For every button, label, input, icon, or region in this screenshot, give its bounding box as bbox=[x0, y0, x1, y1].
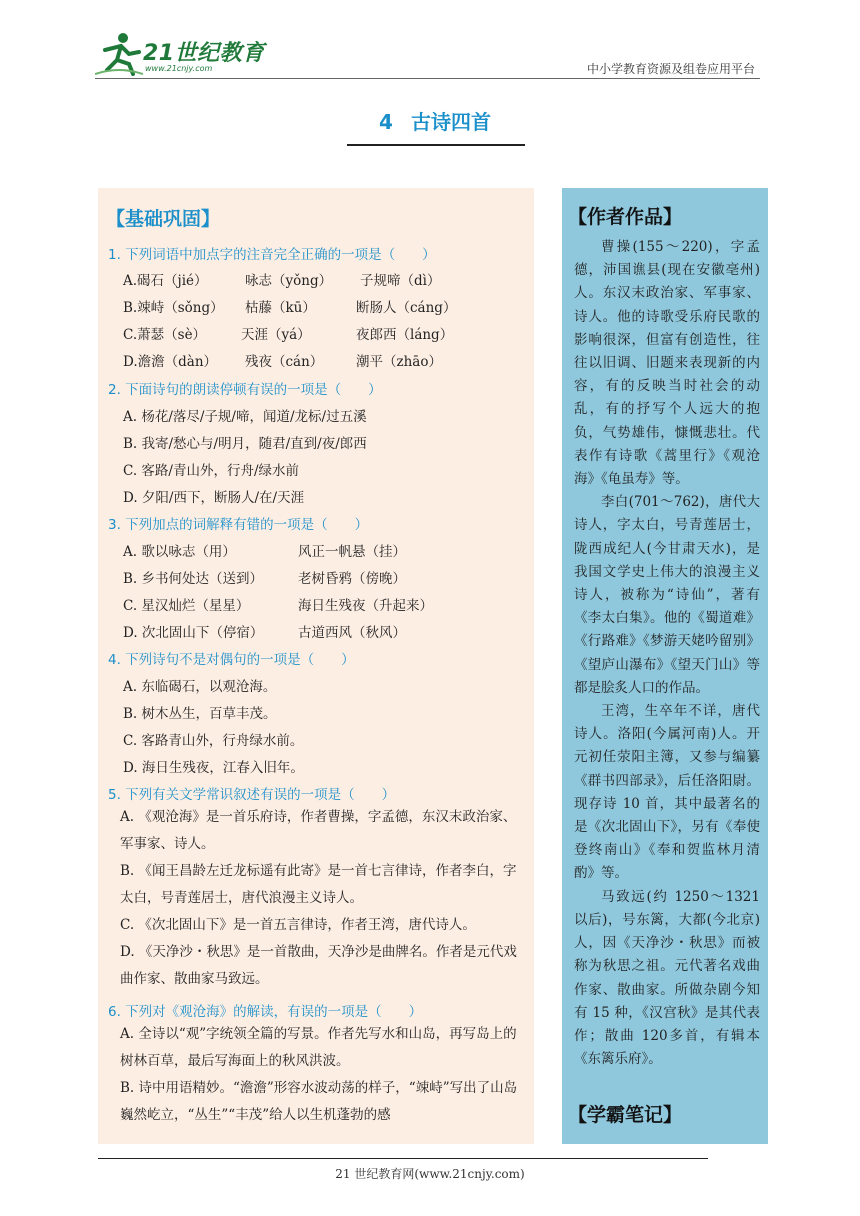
header-divider bbox=[95, 78, 760, 79]
title-underline bbox=[347, 144, 525, 146]
platform-label: 中小学教育资源及组卷应用平台 bbox=[586, 62, 755, 76]
page-header bbox=[95, 30, 760, 80]
author-bios bbox=[574, 236, 760, 1071]
question-1-stem: 1. 下列词语中加点字的注音完全正确的一项是（ ） bbox=[108, 247, 436, 263]
lesson-title-text: 古诗四首 bbox=[410, 110, 491, 134]
bio-li-bai: 李白(701～762)，唐代大诗人，字太白，号青莲居士，陇西成纪人(今甘肃天水)，是我国文学史上伟大的浪漫主义诗人，被称为“诗仙”，著有《李太白集》。他的《蜀道难》《行路难》《梦游天姥吟留别》《望庐山瀑布》《望天门山》等都是脍炙人口的作品。 bbox=[574, 494, 760, 696]
q5-option-a: A. 《观沧海》是一首乐府诗，作者曹操，字孟德，东汉末政治家、军事家、诗人。 bbox=[120, 809, 517, 852]
site-logo bbox=[95, 30, 275, 76]
q4-option-c: C. 客路青山外，行舟绿水前。 bbox=[123, 733, 304, 749]
q1-option-d2: 残夜（cán） bbox=[245, 354, 324, 370]
logo-url: www.21cnjy.com bbox=[145, 64, 213, 73]
section-title-basics: 【基础巩固】 bbox=[106, 208, 221, 230]
q3-option-c1: C. 星汉灿烂（星星） bbox=[123, 598, 250, 614]
footer-divider bbox=[98, 1158, 708, 1159]
q1-option-a2: 咏志（yǒng） bbox=[245, 273, 333, 289]
question-3-stem: 3. 下列加点的词解释有错的一项是（ ） bbox=[108, 517, 369, 533]
lesson-title bbox=[340, 106, 530, 135]
exercise-panel bbox=[98, 188, 534, 1144]
q4-option-b: B. 树木丛生，百草丰茂。 bbox=[123, 706, 277, 722]
question-4-stem: 4. 下列诗句不是对偶句的一项是（ ） bbox=[108, 652, 355, 668]
q3-option-b2: 老树昏鸦（傍晚） bbox=[298, 571, 406, 587]
q1-option-d1: D.澹澹（dàn） bbox=[123, 354, 218, 370]
runner-logo-icon bbox=[95, 30, 143, 76]
q3-option-a1: A. 歌以咏志（用） bbox=[123, 544, 236, 560]
bio-ma-zhiyuan: 马致远(约 1250～1321以后)，号东篱，大都(今北京)人，因《天净沙・秋思》而被称为秋思之祖。元代著名戏曲作家、散曲家。所做杂剧今知有 15 种，《汉宫秋》是其代表作；散曲 120多首，有辑本《东篱乐府》。 bbox=[574, 888, 760, 1068]
q2-option-a: A. 杨花/落尽/子规/啼，闻道/龙标/过五溪 bbox=[123, 409, 367, 425]
q5-option-c: C. 《次北固山下》是一首五言律诗，作者王湾，唐代诗人。 bbox=[120, 917, 476, 933]
q3-option-d2: 古道西风（秋风） bbox=[298, 625, 406, 641]
question-5-stem: 5. 下列有关文学常识叙述有误的一项是（ ） bbox=[108, 787, 396, 803]
q2-option-c: C. 客路/青山外，行舟/绿水前 bbox=[123, 463, 300, 479]
q1-option-a1: A.碣石（jié） bbox=[123, 273, 208, 289]
q1-option-c1: C.萧瑟（sè） bbox=[123, 327, 207, 343]
q3-option-d1: D. 次北固山下（停宿） bbox=[123, 625, 264, 641]
question-2-stem: 2. 下面诗句的朗读停顿有误的一项是（ ） bbox=[108, 382, 382, 398]
section-title-notes: 【学霸笔记】 bbox=[568, 1104, 683, 1126]
bio-cao-cao: 曹操(155～220)，字孟德，沛国谯县(现在安徽亳州)人。东汉末政治家、军事家、诗人。他的诗歌受乐府民歌的影响很深，但富有创造性，往往以旧调、旧题来表现新的内容，有的反映当时社会的动乱，有的抒写个人远大的抱负，气势雄伟，慷慨悲壮。代表作有诗歌《蒿里行》《观沧海》《龟虽寿》等。 bbox=[574, 239, 760, 488]
page-footer: 21 世纪教育网(www.21cnjy.com) bbox=[335, 1167, 525, 1181]
bio-wang-wan: 王湾，生卒年不详，唐代诗人。洛阳(今属河南)人。开元初任荥阳主簿，又参与编纂《群书四部录》，后任洛阳尉。现存诗 10 首，其中最著名的是《次北固山下》，另有《奉使登终南山》《奉和贺监林月清酌》等。 bbox=[574, 703, 760, 882]
q3-option-b1: B. 乡书何处达（送到） bbox=[123, 571, 264, 587]
q2-option-b: B. 我寄/愁心与/明月，随君/直到/夜/郎西 bbox=[123, 436, 367, 452]
q5-option-d: D. 《天净沙・秋思》是一首散曲，天净沙是曲牌名。作者是元代戏曲作家、散曲家马致远。 bbox=[120, 944, 517, 987]
author-works-panel bbox=[562, 188, 768, 1144]
logo-text: 21世纪教育 bbox=[143, 41, 265, 66]
q4-option-a: A. 东临碣石，以观沧海。 bbox=[123, 679, 277, 695]
q5-option-b: B. 《闻王昌龄左迁龙标遥有此寄》是一首七言律诗，作者李白，字太白，号青莲居士，唐代浪漫主义诗人。 bbox=[120, 863, 517, 906]
q3-option-c2: 海日生残夜（升起来） bbox=[298, 598, 433, 614]
q4-option-d: D. 海日生残夜，江春入旧年。 bbox=[123, 760, 304, 776]
question-6-stem: 6. 下列对《观沧海》的解读，有误的一项是（ ） bbox=[108, 1004, 423, 1020]
q3-option-a2: 风正一帆悬（挂） bbox=[298, 544, 406, 560]
q1-option-c3: 夜郎西（láng） bbox=[356, 327, 454, 343]
q6-option-a: A. 全诗以“观”字统领全篇的写景。作者先写水和山岛，再写岛上的树林百草，最后写海面上的秋风洪波。 bbox=[120, 1026, 517, 1069]
q1-option-c2: 天涯（yá） bbox=[241, 327, 311, 343]
section-title-authors: 【作者作品】 bbox=[568, 206, 683, 228]
q1-option-a3: 子规啼（dì） bbox=[360, 273, 441, 289]
q1-option-d3: 潮平（zhāo） bbox=[356, 354, 442, 370]
q6-option-b: B. 诗中用语精妙。“澹澹”形容水波动荡的样子，“竦峙”写出了山岛巍然屹立，“丛生”“丰茂”给人以生机蓬勃的感 bbox=[120, 1080, 518, 1123]
q1-option-b3: 断肠人（cáng） bbox=[356, 300, 457, 316]
q1-option-b2: 枯藤（kū） bbox=[245, 300, 316, 316]
q1-option-b1: B.竦峙（sǒng） bbox=[123, 300, 224, 316]
q2-option-d: D. 夕阳/西下，断肠人/在/天涯 bbox=[123, 490, 305, 506]
lesson-number: 4 bbox=[379, 110, 393, 134]
